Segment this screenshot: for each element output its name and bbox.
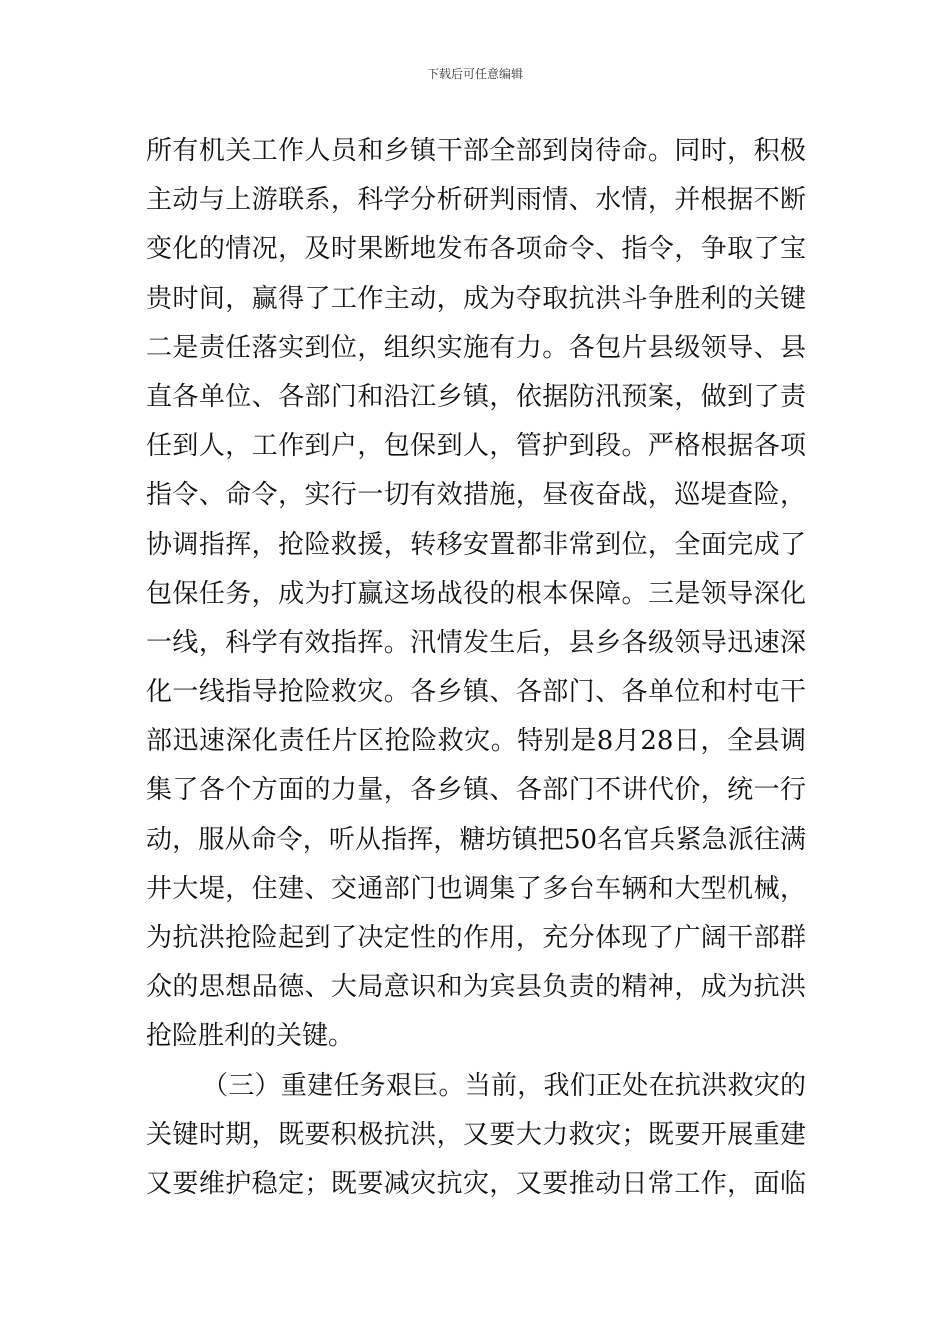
text-line: 任到人，工作到户，包保到人，管护到段。严格根据各项	[146, 431, 806, 462]
text-line: 协调指挥，抢险救援，转移安置都非常到位，全面完成了	[146, 529, 806, 560]
text-line: 一线，科学有效指挥。汛情发生后，县乡各级领导迅速深	[146, 627, 806, 658]
text-line: 部迅速深化责任片区抢险救灾。特别是8月28日，全县调	[146, 726, 806, 757]
text-line: 贵时间，赢得了工作主动，成为夺取抗洪斗争胜利的关键	[146, 283, 806, 314]
page-header: 下载后可任意编辑	[426, 67, 523, 81]
text-line: 直各单位、各部门和沿江乡镇，依据防汛预案，做到了责	[146, 381, 806, 412]
text-line: （三）重建任务艰巨。当前，我们正处在抗洪救灾的	[202, 1070, 806, 1101]
text-line: 关键时期，既要积极抗洪，又要大力救灾；既要开展重建	[146, 1119, 806, 1150]
paragraph-1	[146, 127, 806, 1062]
text-line: 所有机关工作人员和乡镇干部全部到岗待命。同时，积极	[146, 136, 806, 166]
text-line: 又要维护稳定；既要减灾抗灾，又要推动日常工作，面临	[146, 1168, 806, 1199]
paragraph-2	[146, 1062, 806, 1210]
text-line: 动，服从命令，听从指挥，糖坊镇把50名官兵紧急派往满	[146, 824, 806, 855]
text-line: 化一线指导抢险救灾。各乡镇、各部门、各单位和村屯干	[146, 677, 806, 708]
body-text	[146, 127, 806, 1209]
text-line: 主动与上游联系，科学分析研判雨情、水情，并根据不断	[146, 185, 806, 216]
text-line: 二是责任落实到位，组织实施有力。各包片县级领导、县	[146, 332, 806, 363]
text-line: 包保任务，成为打赢这场战役的根本保障。三是领导深化	[146, 578, 806, 609]
text-line: 为抗洪抢险起到了决定性的作用，充分体现了广阔干部群	[146, 923, 806, 953]
text-line: 指令、命令，实行一切有效措施，昼夜奋战，巡堤查险，	[146, 480, 806, 511]
text-line: 井大堤，住建、交通部门也调集了多台车辆和大型机械，	[146, 873, 806, 904]
text-line: 集了各个方面的力量，各乡镇、各部门不讲代价，统一行	[146, 775, 806, 806]
text-line: 变化的情况，及时果断地发布各项命令、指令，争取了宝	[146, 234, 806, 265]
text-line: 抢险胜利的关键。	[146, 1021, 355, 1052]
text-line: 众的思想品德、大局意识和为宾县负责的精神，成为抗洪	[146, 972, 806, 1003]
